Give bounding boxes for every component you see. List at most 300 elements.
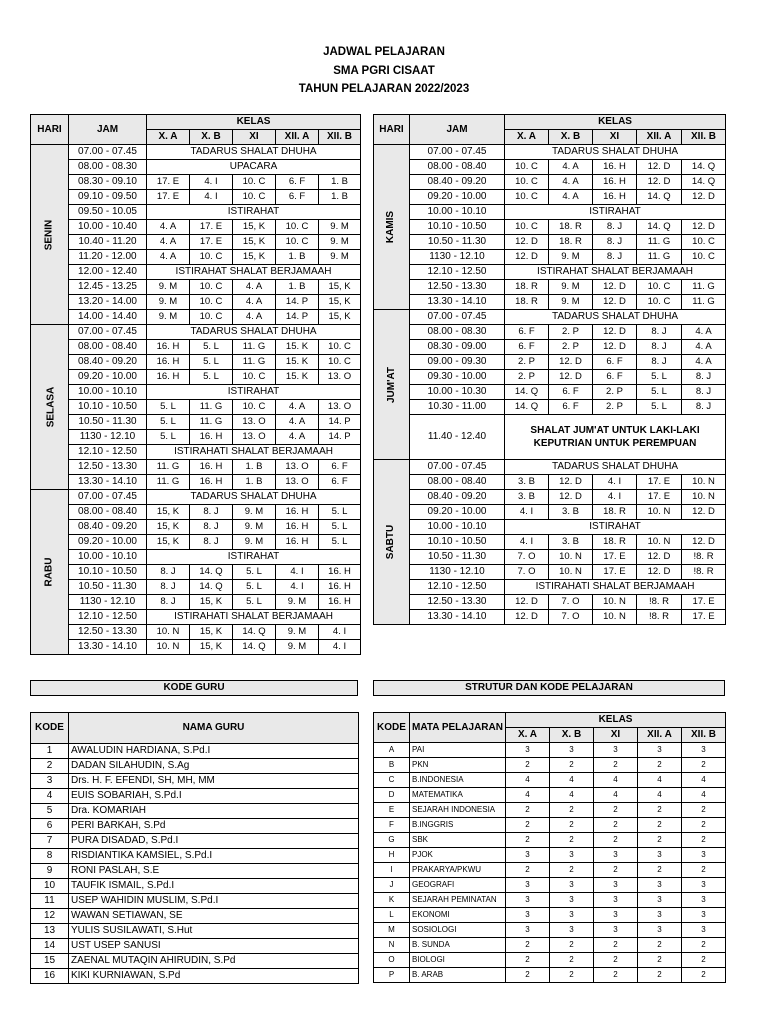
lesson-cell: 10. C — [233, 190, 276, 205]
activity-cell: TADARUS SHALAT DHUHA — [505, 145, 726, 160]
time-cell: 10.00 - 10.30 — [410, 385, 505, 400]
lesson-cell: !8. R — [637, 595, 682, 610]
schedule-row — [31, 145, 361, 160]
time-cell: 10.10 - 10.50 — [69, 565, 147, 580]
subject-hours: 3 — [594, 893, 638, 908]
subject-hours: 2 — [682, 818, 726, 833]
subject-hours: 4 — [594, 773, 638, 788]
teacher-name: RONI PASLAH, S.E — [69, 864, 359, 879]
time-cell: 07.00 - 07.45 — [69, 145, 147, 160]
subject-code: F — [374, 818, 410, 833]
lesson-cell: 5. L — [233, 580, 276, 595]
lesson-cell: 6. F — [549, 400, 593, 415]
schedule-row — [374, 580, 726, 595]
lesson-cell: 5. L — [637, 385, 682, 400]
lesson-cell: 2. P — [593, 400, 637, 415]
class-header: X. B — [550, 728, 594, 743]
lesson-cell: 15, K — [319, 310, 361, 325]
lesson-cell: 10. C — [505, 220, 549, 235]
lesson-cell: 5. L — [319, 520, 361, 535]
teacher-code: 2 — [31, 759, 69, 774]
subject-hours: 3 — [682, 893, 726, 908]
subject-hours: 2 — [682, 968, 726, 983]
lesson-cell: 10. C — [637, 280, 682, 295]
lesson-cell: 10. C — [190, 310, 233, 325]
teacher-code: 4 — [31, 789, 69, 804]
friday-note-line1: SHALAT JUM'AT UNTUK LAKI-LAKI — [530, 425, 700, 436]
subject-name: SOSIOLOGI — [410, 923, 506, 938]
subject-hours: 2 — [638, 833, 682, 848]
teacher-name: PURA DISADAD, S.Pd.I — [69, 834, 359, 849]
time-cell: 13.30 - 14.10 — [410, 610, 505, 625]
time-cell: 12.50 - 13.30 — [69, 625, 147, 640]
teacher-table — [30, 712, 359, 984]
subject-hours: 3 — [682, 923, 726, 938]
activity-cell: UPACARA — [147, 160, 361, 175]
lesson-cell: 8. J — [637, 355, 682, 370]
subject-row — [374, 848, 726, 863]
subject-hours: 4 — [682, 773, 726, 788]
lesson-cell: 4. A — [276, 430, 319, 445]
schedule-row — [374, 610, 726, 625]
lesson-cell: 17. E — [190, 220, 233, 235]
lesson-cell: 14. Q — [682, 175, 726, 190]
lesson-cell: 10. C — [319, 340, 361, 355]
lesson-cell: 11. G — [682, 280, 726, 295]
subject-hours: 2 — [638, 968, 682, 983]
lesson-cell: 5. L — [147, 400, 190, 415]
lesson-cell: 8. J — [147, 595, 190, 610]
class-header: XII. A — [276, 130, 319, 145]
subject-name: MATEMATIKA — [410, 788, 506, 803]
lesson-cell: 9. M — [276, 625, 319, 640]
lesson-cell: 17. E — [147, 175, 190, 190]
kelas-header: KELAS — [147, 115, 361, 130]
lesson-cell: 2. P — [549, 325, 593, 340]
teacher-row — [31, 849, 359, 864]
time-cell: 10.10 - 10.50 — [410, 535, 505, 550]
schedule-row — [374, 325, 726, 340]
lesson-cell: 12. D — [637, 565, 682, 580]
lesson-cell: 4. I — [319, 625, 361, 640]
subject-hours: 2 — [550, 953, 594, 968]
schedule-row — [374, 535, 726, 550]
day-name: SABTU — [385, 524, 397, 560]
subject-row — [374, 953, 726, 968]
schedule-row — [31, 280, 361, 295]
lesson-cell: 8. J — [147, 565, 190, 580]
lesson-cell: 8. J — [637, 340, 682, 355]
lesson-cell: 12. D — [505, 250, 549, 265]
lesson-cell: 8. J — [637, 325, 682, 340]
subject-hours: 3 — [682, 908, 726, 923]
schedule-row — [374, 235, 726, 250]
lesson-cell: 8. J — [682, 400, 726, 415]
kode-header: KODE — [374, 713, 410, 743]
time-cell: 10.00 - 10.10 — [410, 520, 505, 535]
subject-hours: 2 — [594, 938, 638, 953]
subject-hours: 3 — [506, 848, 550, 863]
friday-note — [505, 415, 726, 460]
lesson-cell: 4. I — [190, 175, 233, 190]
lesson-cell: 1. B — [233, 460, 276, 475]
schedule-row — [31, 550, 361, 565]
subject-hours: 2 — [550, 833, 594, 848]
subject-hours: 2 — [638, 758, 682, 773]
time-cell: 09.00 - 09.30 — [410, 355, 505, 370]
subject-hours: 4 — [638, 773, 682, 788]
subject-name: PKN — [410, 758, 506, 773]
lesson-cell: 16. H — [319, 580, 361, 595]
schedule-row — [31, 295, 361, 310]
lesson-cell: 12. D — [682, 220, 726, 235]
lesson-cell: 5. L — [190, 340, 233, 355]
day-name: JUM'AT — [386, 366, 398, 403]
time-cell: 08.30 - 09.00 — [410, 340, 505, 355]
subject-table — [373, 712, 726, 983]
subject-hours: 2 — [638, 938, 682, 953]
lesson-cell: 11. G — [637, 250, 682, 265]
lesson-cell: 4. I — [505, 505, 549, 520]
subject-hours: 2 — [638, 953, 682, 968]
lesson-cell: 10. C — [233, 370, 276, 385]
lesson-cell: 5. L — [190, 370, 233, 385]
lesson-cell: 17. E — [593, 550, 637, 565]
schedule-row — [31, 580, 361, 595]
activity-cell: TADARUS SHALAT DHUHA — [505, 310, 726, 325]
lesson-cell: 9. M — [147, 280, 190, 295]
subject-code: G — [374, 833, 410, 848]
lesson-cell: 15, K — [319, 280, 361, 295]
lesson-cell: 1. B — [276, 250, 319, 265]
lesson-cell: 12. D — [593, 280, 637, 295]
subject-hours: 3 — [550, 848, 594, 863]
teacher-code: 7 — [31, 834, 69, 849]
time-cell: 12.50 - 13.30 — [410, 595, 505, 610]
lesson-cell: 5. L — [233, 565, 276, 580]
lesson-cell: 18. R — [593, 505, 637, 520]
lesson-cell: 1. B — [233, 475, 276, 490]
lesson-cell: 12. D — [549, 355, 593, 370]
lesson-cell: 14. Q — [233, 640, 276, 655]
subject-hours: 2 — [594, 863, 638, 878]
schedule-row — [31, 625, 361, 640]
subject-name: SBK — [410, 833, 506, 848]
subject-row — [374, 908, 726, 923]
teacher-code: 8 — [31, 849, 69, 864]
teacher-name: AWALUDIN HARDIANA, S.Pd.I — [69, 744, 359, 759]
lesson-cell: 11. G — [190, 400, 233, 415]
lesson-cell: 10. C — [319, 355, 361, 370]
subject-hours: 3 — [638, 878, 682, 893]
lesson-cell: 12. D — [593, 340, 637, 355]
subject-hours: 2 — [550, 758, 594, 773]
activity-cell: TADARUS SHALAT DHUHA — [505, 460, 726, 475]
lesson-cell: 10. N — [147, 640, 190, 655]
lesson-cell: 16. H — [319, 595, 361, 610]
subject-code: N — [374, 938, 410, 953]
schedule-row — [31, 520, 361, 535]
lesson-cell: 6. F — [319, 475, 361, 490]
subject-hours: 4 — [638, 788, 682, 803]
subject-hours: 3 — [550, 923, 594, 938]
lesson-cell: 15. K — [276, 370, 319, 385]
teacher-code: 6 — [31, 819, 69, 834]
lesson-cell: 6. F — [549, 385, 593, 400]
teacher-name: KIKI KURNIAWAN, S.Pd — [69, 969, 359, 984]
teacher-name: ZAENAL MUTAQIN AHIRUDIN, S.Pd — [69, 954, 359, 969]
subject-hours: 2 — [550, 803, 594, 818]
lesson-cell: 10. C — [505, 175, 549, 190]
teacher-row — [31, 924, 359, 939]
subject-code: O — [374, 953, 410, 968]
lesson-cell: 10. C — [505, 160, 549, 175]
subject-hours: 3 — [594, 878, 638, 893]
subject-hours: 3 — [506, 893, 550, 908]
activity-cell: ISTIRAHAT — [147, 385, 361, 400]
teacher-code: 13 — [31, 924, 69, 939]
lesson-cell: 17. E — [682, 610, 726, 625]
lesson-cell: 16. H — [276, 535, 319, 550]
lesson-cell: 12. D — [593, 295, 637, 310]
lesson-cell: 16. H — [190, 475, 233, 490]
schedule-row — [374, 370, 726, 385]
lesson-cell: 4. A — [549, 175, 593, 190]
school-name: SMA PGRI CISAAT — [333, 65, 435, 77]
time-cell: 09.20 - 10.00 — [410, 190, 505, 205]
lesson-cell: 15, K — [147, 535, 190, 550]
subject-hours: 4 — [682, 788, 726, 803]
subject-hours: 3 — [506, 743, 550, 758]
schedule-row — [31, 595, 361, 610]
lesson-cell: 8. J — [682, 370, 726, 385]
subject-hours: 2 — [550, 863, 594, 878]
lesson-cell: 1. B — [319, 175, 361, 190]
lesson-cell: 5. L — [147, 415, 190, 430]
schedule-row — [31, 490, 361, 505]
class-header: X. A — [147, 130, 190, 145]
subject-row — [374, 833, 726, 848]
teacher-row — [31, 879, 359, 894]
subject-hours: 2 — [594, 758, 638, 773]
subject-code: L — [374, 908, 410, 923]
lesson-cell: 9. M — [147, 295, 190, 310]
lesson-cell: 12. D — [593, 325, 637, 340]
lesson-cell: 2. P — [549, 340, 593, 355]
lesson-cell: 4. A — [276, 400, 319, 415]
lesson-cell: 4. A — [233, 295, 276, 310]
lesson-cell: 15, K — [233, 250, 276, 265]
subject-hours: 4 — [506, 788, 550, 803]
lesson-cell: 17. E — [147, 190, 190, 205]
schedule-row — [31, 160, 361, 175]
lesson-cell: 10. N — [637, 535, 682, 550]
subject-hours: 2 — [506, 833, 550, 848]
teacher-name: EUIS SOBARIAH, S.Pd.I — [69, 789, 359, 804]
subject-hours: 4 — [550, 773, 594, 788]
lesson-cell: 5. L — [637, 400, 682, 415]
subject-hours: 2 — [506, 968, 550, 983]
subject-code: J — [374, 878, 410, 893]
subject-code: I — [374, 863, 410, 878]
teacher-row — [31, 774, 359, 789]
subject-hours: 3 — [638, 908, 682, 923]
lesson-cell: 16. H — [147, 370, 190, 385]
subject-hours: 2 — [506, 863, 550, 878]
lesson-cell: 13. O — [276, 475, 319, 490]
lesson-cell: 17. E — [637, 490, 682, 505]
hari-header: HARI — [374, 115, 410, 145]
time-cell: 07.00 - 07.45 — [410, 145, 505, 160]
subject-hours: 2 — [682, 803, 726, 818]
lesson-cell: 12. D — [505, 595, 549, 610]
schedule-row — [374, 220, 726, 235]
class-header: XII. A — [638, 728, 682, 743]
schedule-row — [31, 565, 361, 580]
lesson-cell: 9. M — [233, 520, 276, 535]
lesson-cell: 16. H — [147, 355, 190, 370]
teacher-row — [31, 954, 359, 969]
schedule-row — [374, 550, 726, 565]
lesson-cell: 12. D — [637, 550, 682, 565]
schedule-row — [31, 640, 361, 655]
subject-row — [374, 878, 726, 893]
teacher-name: USEP WAHIDIN MUSLIM, S.Pd.I — [69, 894, 359, 909]
schedule-row — [374, 310, 726, 325]
lesson-cell: 11. G — [682, 295, 726, 310]
time-cell: 10.00 - 10.10 — [410, 205, 505, 220]
time-cell: 08.00 - 08.40 — [410, 475, 505, 490]
lesson-cell: 18. R — [549, 220, 593, 235]
teacher-name: DADAN SILAHUDIN, S.Ag — [69, 759, 359, 774]
subject-hours: 2 — [594, 818, 638, 833]
lesson-cell: 11. G — [190, 415, 233, 430]
time-cell: 12.10 - 12.50 — [410, 265, 505, 280]
lesson-cell: 14. Q — [505, 400, 549, 415]
schedule-row — [374, 595, 726, 610]
lesson-cell: 4. I — [593, 490, 637, 505]
schedule-row — [374, 250, 726, 265]
lesson-cell: 10. N — [637, 505, 682, 520]
lesson-cell: 12. D — [505, 235, 549, 250]
lesson-cell: 15, K — [319, 295, 361, 310]
subject-row — [374, 758, 726, 773]
time-cell: 07.00 - 07.45 — [69, 490, 147, 505]
lesson-cell: 10. C — [233, 175, 276, 190]
lesson-cell: 15, K — [233, 235, 276, 250]
schedule-row — [374, 160, 726, 175]
teacher-name: PERI BARKAH, S.Pd — [69, 819, 359, 834]
lesson-cell: 4. A — [682, 325, 726, 340]
lesson-cell: 14. P — [276, 295, 319, 310]
subject-hours: 4 — [594, 788, 638, 803]
subject-code: B — [374, 758, 410, 773]
teacher-row — [31, 909, 359, 924]
lesson-cell: 12. D — [505, 610, 549, 625]
class-header: XII. B — [682, 130, 726, 145]
lesson-cell: 4. A — [276, 415, 319, 430]
lesson-cell: 4. A — [549, 190, 593, 205]
day-name: KAMIS — [385, 210, 397, 244]
kelas-header: KELAS — [505, 115, 726, 130]
schedule-row — [374, 520, 726, 535]
time-cell: 11.40 - 12.40 — [410, 415, 505, 460]
lesson-cell: 16. H — [190, 460, 233, 475]
teacher-name: YULIS SUSILAWATI, S.Hut — [69, 924, 359, 939]
lesson-cell: 10. N — [147, 625, 190, 640]
lesson-cell: 10. C — [682, 250, 726, 265]
subject-name: SEJARAH INDONESIA — [410, 803, 506, 818]
lesson-cell: 11. G — [147, 475, 190, 490]
lesson-cell: 9. M — [147, 310, 190, 325]
friday-note-line2: KEPUTRIAN UNTUK PEREMPUAN — [533, 438, 697, 449]
teacher-row — [31, 804, 359, 819]
subject-hours: 2 — [550, 968, 594, 983]
teacher-code: 9 — [31, 864, 69, 879]
lesson-cell: 13. O — [276, 460, 319, 475]
lesson-cell: 9. M — [233, 535, 276, 550]
day-name: SELASA — [45, 386, 57, 428]
subject-name: EKONOMI — [410, 908, 506, 923]
schedule-row — [374, 505, 726, 520]
lesson-cell: 4. A — [549, 160, 593, 175]
lesson-cell: 4. A — [147, 235, 190, 250]
kode-header: KODE — [31, 713, 69, 744]
time-cell: 10.10 - 10.50 — [410, 220, 505, 235]
time-cell: 12.50 - 13.30 — [69, 460, 147, 475]
lesson-cell: 6. F — [505, 340, 549, 355]
day-label — [374, 145, 410, 310]
nama-guru-header: NAMA GURU — [69, 713, 359, 744]
time-cell: 1130 - 12.10 — [410, 565, 505, 580]
teacher-code: 11 — [31, 894, 69, 909]
class-header: X. B — [549, 130, 593, 145]
lesson-cell: 14. P — [319, 430, 361, 445]
lesson-cell: 15, K — [147, 505, 190, 520]
schedule-row — [374, 475, 726, 490]
activity-cell: ISTIRAHAT — [505, 205, 726, 220]
schedule-row — [31, 265, 361, 280]
schedule-row — [31, 445, 361, 460]
subject-hours: 2 — [506, 758, 550, 773]
time-cell: 08.00 - 08.30 — [410, 325, 505, 340]
lesson-cell: 12. D — [682, 535, 726, 550]
lesson-cell: 12. D — [637, 160, 682, 175]
class-header: X. A — [505, 130, 549, 145]
lesson-cell: 13. O — [319, 370, 361, 385]
time-cell: 10.50 - 11.30 — [410, 550, 505, 565]
lesson-cell: 8. J — [190, 505, 233, 520]
subject-hours: 3 — [638, 743, 682, 758]
lesson-cell: 6. F — [319, 460, 361, 475]
lesson-cell: 16. H — [319, 565, 361, 580]
schedule-row — [31, 460, 361, 475]
lesson-cell: 17. E — [190, 235, 233, 250]
teacher-row — [31, 789, 359, 804]
subject-hours: 3 — [506, 908, 550, 923]
schedule-row — [31, 220, 361, 235]
lesson-cell: 8. J — [147, 580, 190, 595]
time-cell: 10.00 - 10.10 — [69, 385, 147, 400]
time-cell: 13.20 - 14.00 — [69, 295, 147, 310]
time-cell: 10.50 - 11.30 — [410, 235, 505, 250]
lesson-cell: 6. F — [276, 175, 319, 190]
class-header: XII. B — [682, 728, 726, 743]
subject-hours: 3 — [594, 923, 638, 938]
class-header: XI — [593, 130, 637, 145]
teacher-row — [31, 759, 359, 774]
subject-hours: 2 — [594, 953, 638, 968]
